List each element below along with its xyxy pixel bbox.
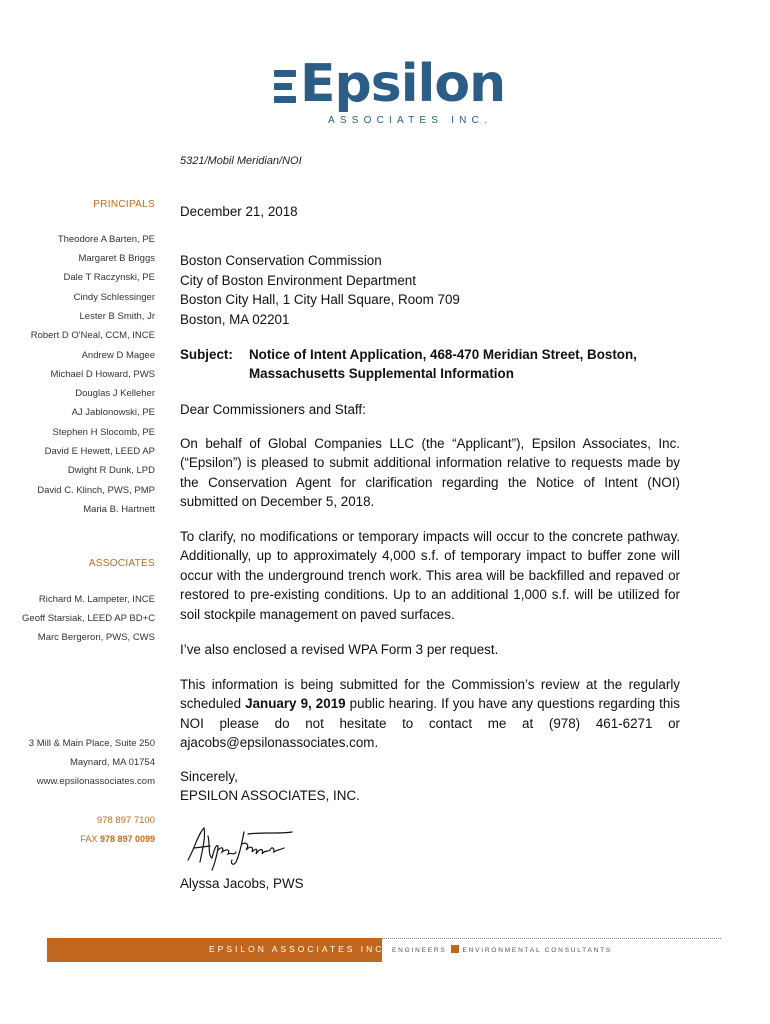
logo-mark-icon <box>274 66 300 106</box>
footer-company: EPSILON ASSOCIATES INC <box>209 944 385 954</box>
epsilon-mark-icon <box>451 945 459 953</box>
footer <box>47 938 721 962</box>
principal-name: Dwight R Dunk, LPD <box>67 465 155 476</box>
principal-name: David E Hewett, LEED AP <box>44 446 155 457</box>
subject-label: Subject: <box>180 347 233 362</box>
recipient-line: Boston City Hall, 1 City Hall Square, Room 709 <box>180 292 460 307</box>
footer-tag-consultants: ENVIRONMENTAL CONSULTANTS <box>462 947 612 954</box>
paragraph-1: On behalf of Global Companies LLC (the “Applicant”), Epsilon Associates, Inc. (“Epsilon”) is pleased to submit additional information relative to requests made by the Conservation Agent for clarification regarding the Notice of Intent (NOI) submitted on December 5, 2018. <box>180 436 680 510</box>
associates-heading: ASSOCIATES <box>88 558 155 569</box>
recipient-line: Boston, MA 02201 <box>180 312 290 327</box>
company-logo <box>274 54 506 130</box>
logo-subtitle: ASSOCIATES INC. <box>328 115 492 126</box>
paragraph-3: I’ve also enclosed a revised WPA Form 3 per request. <box>180 642 499 657</box>
signature-image <box>184 822 299 872</box>
recipient-line: City of Boston Environment Department <box>180 273 416 288</box>
principal-name: David C. Klinch, PWS, PMP <box>37 485 155 496</box>
address-line: 3 Mill & Main Place, Suite 250 <box>28 738 155 749</box>
footer-tag-engineers: ENGINEERS <box>392 947 447 954</box>
principal-name: Robert D O'Neal, CCM, INCE <box>30 330 155 341</box>
logo-name: Epsilon <box>300 54 506 114</box>
associate-name: Richard M. Lampeter, INCE <box>38 594 155 605</box>
principal-name: Theodore A Barten, PE <box>57 234 155 245</box>
company-signoff: EPSILON ASSOCIATES, INC. <box>180 788 360 803</box>
principal-name: Dale T Raczynski, PE <box>63 272 155 283</box>
principals-heading: PRINCIPALS <box>93 199 155 210</box>
fax-number <box>80 834 155 844</box>
subject-text: Notice of Intent Application, 468-470 Meridian Street, Boston, Massachusetts Supplemental Information <box>249 347 637 382</box>
recipient-line: Boston Conservation Commission <box>180 253 382 268</box>
principal-name: Cindy Schlessinger <box>73 292 155 303</box>
salutation: Dear Commissioners and Staff: <box>180 402 366 417</box>
paragraph-2: To clarify, no modifications or temporary impacts will occur to the concrete pathway. Additionally, up to approximately 4,000 s.f. of temporary impact to buffer zone will occur with the underground trench work. This area will be backfilled and repaved or restored to pre-existing conditions. Up to an additional 1,000 s.f. will be utilized for soil stockpile management on paved surfaces. <box>180 529 680 622</box>
paragraph-4-end: public hearing. If you have any questions regarding this NOI please do not hesitate to contact me at (978) 461-6271 or ajacobs@epsilonassociates.com. <box>180 696 680 751</box>
principal-name: AJ Jablonowski, PE <box>71 407 155 418</box>
principal-name: Lester B Smith, Jr <box>79 311 155 322</box>
hearing-date: January 9, 2019 <box>245 696 346 712</box>
letter-date: December 21, 2018 <box>180 204 298 219</box>
paragraph-4 <box>180 675 680 753</box>
reference-number: 5321/Mobil Meridian/NOI <box>180 155 302 167</box>
phone-number: 978 897 7100 <box>96 815 155 826</box>
fax-value: 978 897 0099 <box>99 834 155 844</box>
principal-name: Douglas J Kelleher <box>75 388 155 399</box>
closing: Sincerely, <box>180 769 238 784</box>
principal-name: Andrew D Magee <box>81 350 155 361</box>
website-link[interactable]: www.epsilonassociates.com <box>36 776 155 787</box>
principal-name: Stephen H Slocomb, PE <box>52 427 155 438</box>
address-line: Maynard, MA 01754 <box>69 757 155 768</box>
associate-name: Marc Bergeron, PWS, CWS <box>37 632 155 643</box>
principal-name: Michael D Howard, PWS <box>50 369 155 380</box>
principal-name: Margaret B Briggs <box>78 253 155 264</box>
associate-name: Geoff Starsiak, LEED AP BD+C <box>22 613 155 624</box>
footer-tagline <box>392 945 612 954</box>
signer-name: Alyssa Jacobs, PWS <box>180 876 304 891</box>
principal-name: Maria B. Hartnett <box>83 504 155 515</box>
paragraph-4-start: This information is being submitted for the Commission’s review at the regularly scheduled <box>180 677 680 712</box>
fax-label: FAX <box>80 834 98 844</box>
